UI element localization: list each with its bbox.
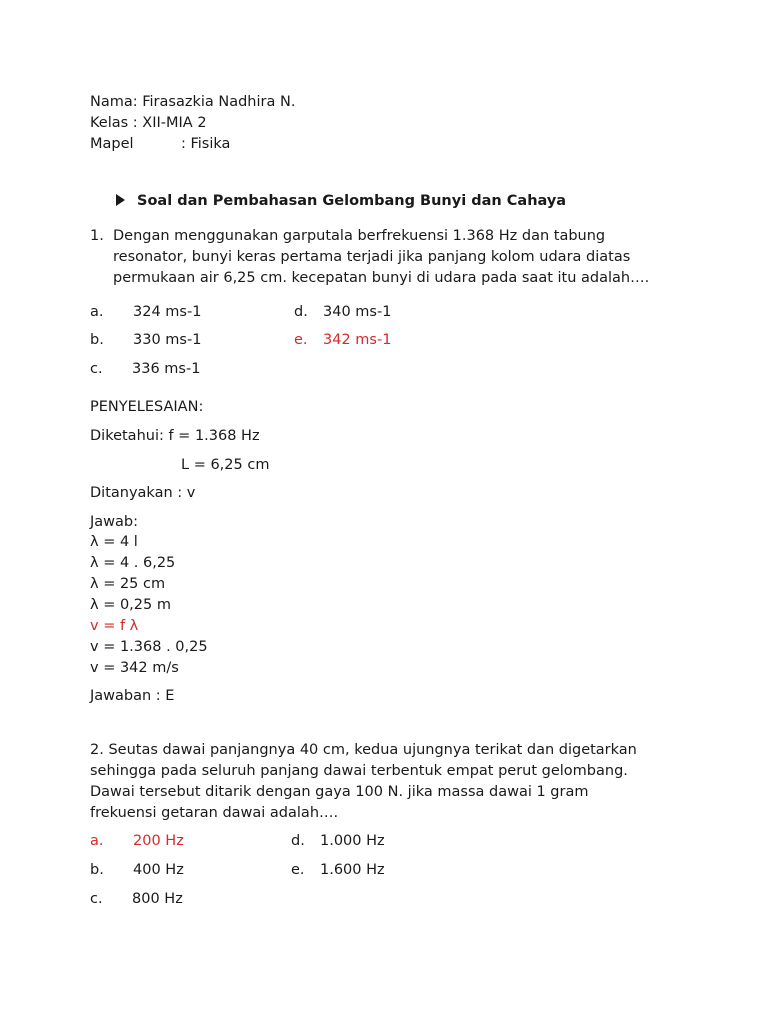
q2-option-d: 1.000 Hz — [320, 833, 385, 849]
q2-text-line: Dawai tersebut ditarik dengan gaya 100 N. jika massa dawai 1 gram — [90, 784, 589, 800]
q1-text-line: permukaan air 6,25 cm. kecepatan bunyi di udara pada saat itu adalah…. — [113, 270, 650, 286]
subject-label: Mapel — [90, 136, 134, 152]
answer-label: Jawab: — [90, 514, 138, 530]
q1-option-e-letter: e. — [294, 332, 308, 348]
q2-option-e-letter: e. — [291, 862, 305, 878]
q1-text-line: Dengan menggunakan garputala berfrekuensi 1.368 Hz dan tabung — [113, 228, 606, 244]
q1-option-e-correct: 342 ms-1 — [323, 332, 392, 348]
q2-option-a-letter: a. — [90, 833, 104, 849]
q2-text-line: 2. Seutas dawai panjangnya 40 cm, kedua ujungnya terikat dan digetarkan — [90, 742, 637, 758]
q1-option-d: 340 ms-1 — [323, 304, 392, 320]
solution-step: λ = 0,25 m — [90, 597, 171, 613]
final-answer: Jawaban : E — [90, 688, 175, 704]
arrow-bullet-icon — [116, 194, 125, 206]
solution-step: λ = 4 . 6,25 — [90, 555, 176, 571]
section-heading-text: Soal dan Pembahasan Gelombang Bunyi dan Cahaya — [137, 193, 567, 209]
q1-option-c: 336 ms-1 — [132, 361, 201, 377]
q1-option-c-letter: c. — [90, 361, 103, 377]
solution-step: λ = 25 cm — [90, 576, 166, 592]
solution-title: PENYELESAIAN: — [90, 399, 204, 415]
q2-text-line: frekuensi getaran dawai adalah…. — [90, 805, 339, 821]
q1-option-b: 330 ms-1 — [133, 332, 202, 348]
q1-text-line: resonator, bunyi keras pertama terjadi jika panjang kolom udara diatas — [113, 249, 631, 265]
q2-option-c-letter: c. — [90, 891, 103, 907]
q2-option-b: 400 Hz — [133, 862, 184, 878]
subject-value: : Fisika — [181, 136, 231, 152]
solution-step: λ = 4 l — [90, 534, 138, 550]
known-length: L = 6,25 cm — [181, 457, 270, 473]
q1-number: 1. — [90, 228, 104, 244]
q2-option-e: 1.600 Hz — [320, 862, 385, 878]
known-frequency: Diketahui: f = 1.368 Hz — [90, 428, 260, 444]
q2-option-b-letter: b. — [90, 862, 104, 878]
section-heading — [116, 191, 566, 212]
q2-option-d-letter: d. — [291, 833, 305, 849]
q1-option-d-letter: d. — [294, 304, 308, 320]
student-name: Nama: Firasazkia Nadhira N. — [90, 94, 296, 110]
q2-text-line: sehingga pada seluruh panjang dawai terbentuk empat perut gelombang. — [90, 763, 628, 779]
q1-option-b-letter: b. — [90, 332, 104, 348]
solution-formula: v = f λ — [90, 618, 139, 634]
q2-option-a-correct: 200 Hz — [133, 833, 184, 849]
solution-step: v = 342 m/s — [90, 660, 179, 676]
q1-option-a-letter: a. — [90, 304, 104, 320]
asked-variable: Ditanyakan : v — [90, 485, 196, 501]
student-class: Kelas : XII-MIA 2 — [90, 115, 207, 131]
q2-option-c: 800 Hz — [132, 891, 183, 907]
q1-option-a: 324 ms-1 — [133, 304, 202, 320]
solution-step: v = 1.368 . 0,25 — [90, 639, 208, 655]
